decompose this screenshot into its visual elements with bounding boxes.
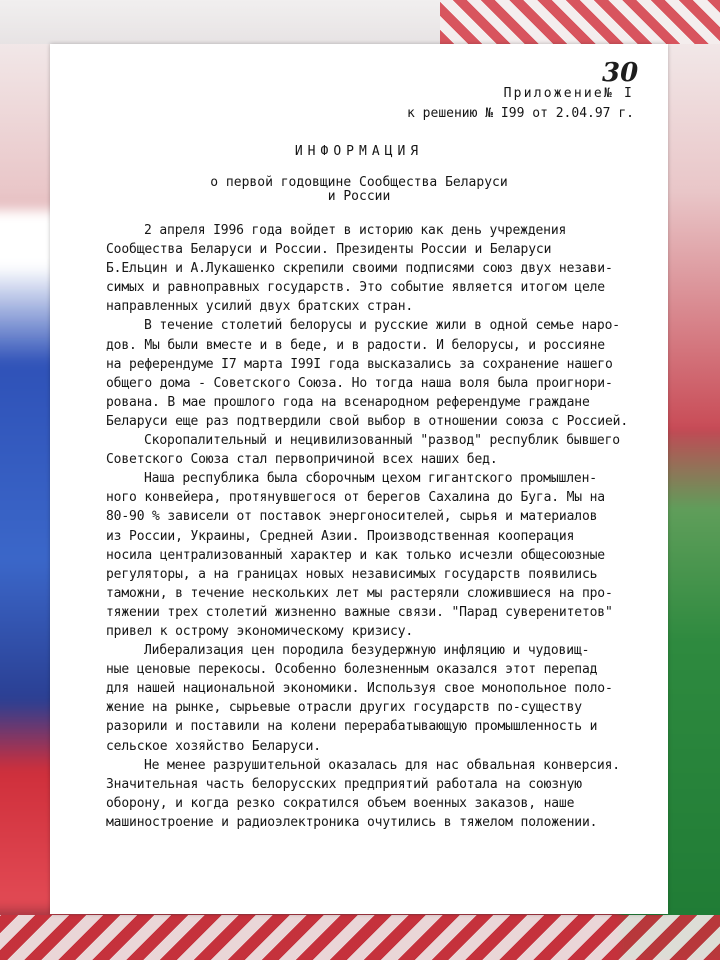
appendix-decision-ref: к решению № I99 от 2.04.97 г. [407, 106, 634, 121]
document-title: ИНФОРМАЦИЯ [294, 144, 424, 159]
paragraph: Либерализация цен породила безудержную инфляцию и чудовищ- ные ценовые перекосы. Особенно болезненным оказался этот перепад для нашей национальной экономики. Используя свое монопольное поло- жение на рынке, сырьевые отрасли других государств по-существу разорили и поставили на колени перерабатывающую промышленность и сельское хозяйство Беларуси. [106, 643, 613, 754]
paragraph: Наша республика была сборочным цехом гигантского промышлен- ного конвейера, протянувшегося от берегов Сахалина до Буга. Мы на 80-90 % зависели от поставок энергоносителей, сырья и материалов из России, Украины, Средней Азии. Производственная кооперация носила централизованный характер и как только исчезли общесоюзные регуляторы, а на границах новых независимых государств появились таможни, в течение нескольких лет мы растеряли сложившиеся на про- тяжении трех столетий жизненно важные связи. "Парад суверенитетов" привел к острому экономическому кризису. [106, 471, 613, 639]
paragraph: В течение столетий белорусы и русские жили в одной семье наро- дов. Мы были вместе и в беде, и в радости. И белорусы, и россияне на референдуме I7 марта I99I года высказались за сохранение нашего общего дома - Советского Союза. Но тогда наша воля была проигнори- рована. В мае прошлого года на всенародном референдуме граждане Беларуси еще раз подтвердили свой выбор в отношении союза с Россией. [106, 318, 629, 429]
document-page [50, 44, 668, 914]
background-ornament-top [440, 0, 720, 44]
background-top-light [0, 0, 440, 44]
appendix-header [407, 84, 634, 124]
handwritten-page-number: 30 [602, 58, 639, 88]
document-subtitle [50, 176, 668, 204]
paragraph: 2 апреля I996 года войдет в историю как день учреждения Сообщества Беларуси и России. Президенты России и Беларуси Б.Ельцин и А.Лукашенко скрепили своими подписями союз двух незави- симых и равноправных государств. Это событие является итогом целе направленных усилий двух братских стран. [106, 223, 613, 315]
paragraph: Скоропалительный и нецивилизованный "развод" республик бывшего Советского Союза стал первопричиной всех наших бед. [106, 433, 620, 468]
appendix-label: Приложение№ I [503, 86, 634, 101]
subtitle-line-2: и России [327, 189, 391, 204]
background-ornament-bottom [0, 915, 720, 960]
document-body [106, 221, 646, 832]
paragraph: Не менее разрушительной оказалась для нас обвальная конверсия. Значительная часть белорусских предприятий работала на союзную оборону, и когда резко сократился объем военных заказов, наше машиностроение и радиоэлектроника очутились в тяжелом положении. [106, 757, 620, 830]
subtitle-line-1: о первой годовщине Сообщества Беларуси [210, 175, 508, 190]
